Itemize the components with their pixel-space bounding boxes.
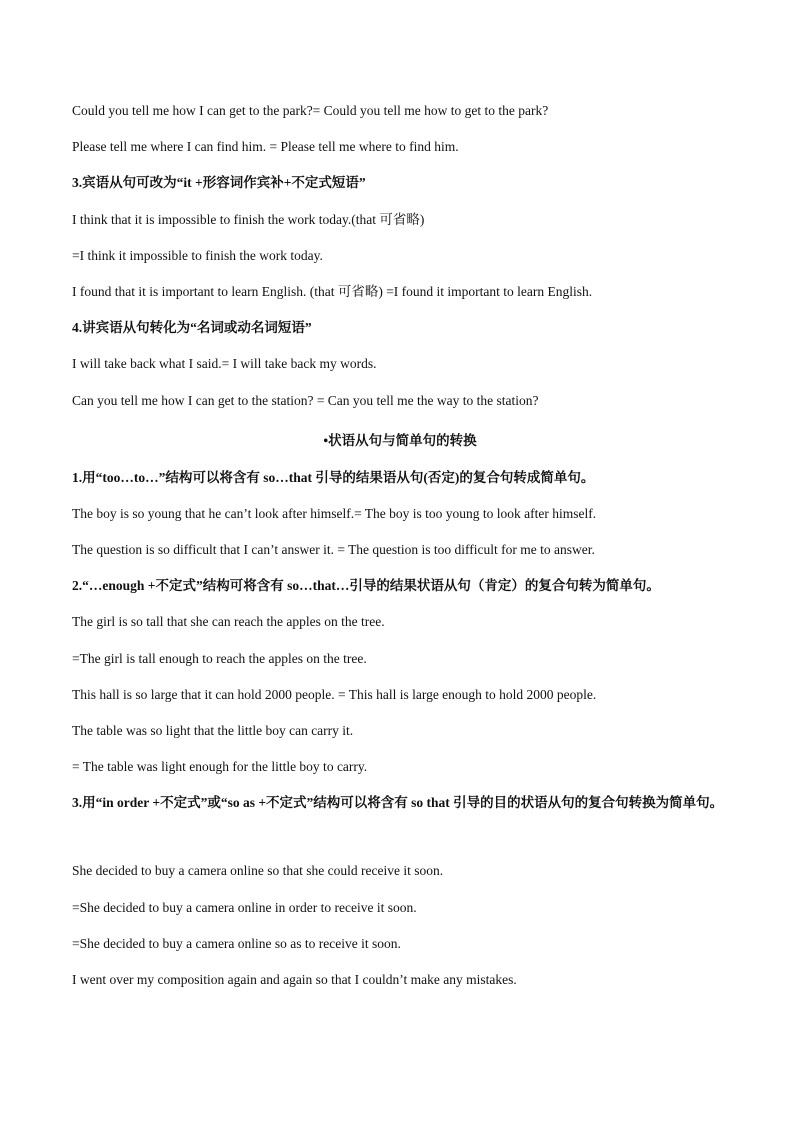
example-sentence: The question is so difficult that I can’t answer it. = The question is too difficult for me to answer. (72, 542, 595, 558)
example-sentence: Please tell me where I can find him. = Please tell me where to find him. (72, 139, 459, 155)
rule-heading: 4.讲宾语从句转化为“名词或动名词短语” (72, 320, 312, 336)
example-sentence: =She decided to buy a camera online so as to receive it soon. (72, 935, 401, 951)
rule-heading: 3.用“in order +不定式”或“so as +不定式”结构可以将含有 so that 引导的目的状语从句的复合句转换为简单句。 (72, 795, 724, 811)
example-sentence: The girl is so tall that she can reach the apples on the tree. (72, 614, 385, 630)
example-sentence: Can you tell me how I can get to the station? = Can you tell me the way to the station? (72, 392, 539, 408)
example-sentence: I will take back what I said.= I will take back my words. (72, 356, 377, 372)
rule-heading: 3.宾语从句可改为“it +形容词作宾补+不定式短语” (72, 175, 366, 191)
example-sentence: The boy is so young that he can’t look after himself.= The boy is too young to look after himself. (72, 505, 597, 521)
example-sentence: Could you tell me how I can get to the park?= Could you tell me how to get to the park? (72, 103, 549, 118)
rule-heading: 2.“…enough +不定式”结构可将含有 so…that…引导的结果状语从句（肯定）的复合句转为简单句。 (72, 578, 660, 594)
section-title: •状语从句与简单句的转换 (323, 432, 477, 448)
example-sentence: =She decided to buy a camera online in order to receive it soon. (72, 899, 417, 915)
example-sentence: = The table was light enough for the little boy to carry. (72, 759, 368, 775)
example-sentence: I went over my composition again and again so that I couldn’t make any mistakes. (72, 971, 517, 987)
example-sentence: She decided to buy a camera online so that she could receive it soon. (72, 863, 444, 879)
rule-heading: 1.用“too…to…”结构可以将含有 so…that 引导的结果语从句(否定)的复合句转成简单句。 (72, 469, 595, 485)
example-sentence: I found that it is important to learn English. (that 可省略) =I found it important to learn English. (72, 283, 593, 299)
example-sentence: =I think it impossible to finish the work today. (72, 247, 323, 263)
example-sentence: I think that it is impossible to finish the work today.(that 可省略) (72, 211, 425, 227)
example-sentence: =The girl is tall enough to reach the apples on the tree. (72, 650, 367, 666)
document-page (72, 101, 728, 1006)
example-sentence: This hall is so large that it can hold 2000 people. = This hall is large enough to hold 2000 people. (72, 686, 597, 702)
example-sentence: The table was so light that the little boy can carry it. (72, 723, 354, 738)
